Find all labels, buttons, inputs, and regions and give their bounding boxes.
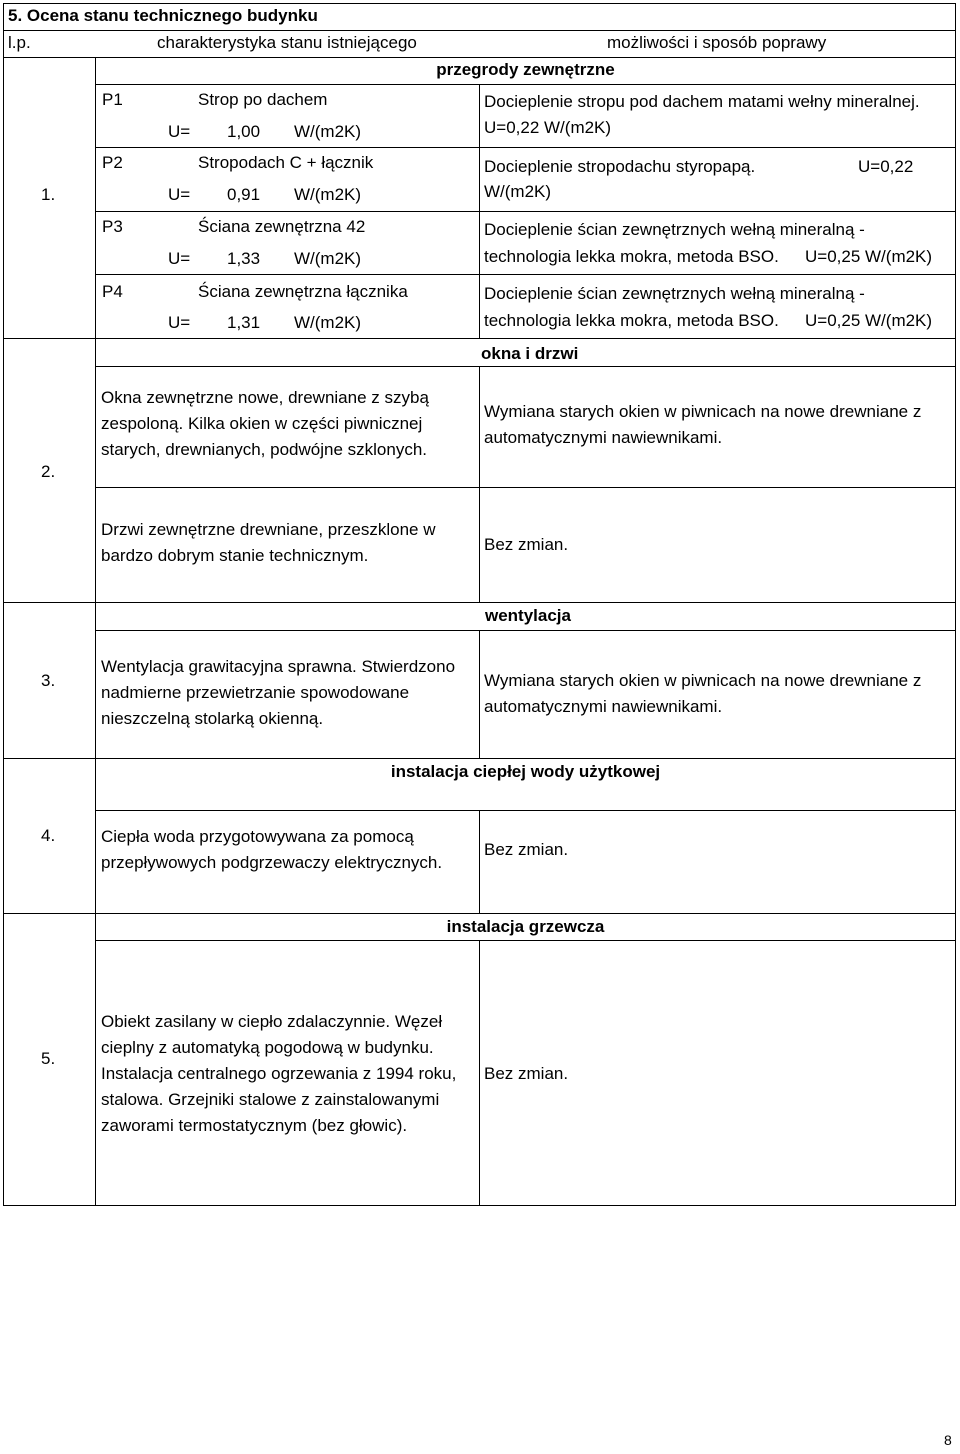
col-sep-2-c xyxy=(479,630,480,758)
windows-description: Okna zewnętrzne nowe, drewniane z szybą zespoloną. Kilka okien w części piwnicznej starych, drewnianych, podwójne szklonych. xyxy=(101,388,429,459)
section-number-2: 2. xyxy=(41,462,56,481)
partition-name: Strop po dachem xyxy=(198,90,328,109)
partition-code: P4 xyxy=(102,282,123,301)
improvement-u-value: U=0,25 W/(m2K) xyxy=(805,311,933,330)
improvement-text: Docieplenie ścian zewnętrznych wełną mineralną - xyxy=(484,284,865,303)
col-sep-2-b xyxy=(479,366,480,602)
hot-water-improvement: Bez zmian. xyxy=(484,840,569,859)
line-p3 xyxy=(95,274,956,275)
improvement-text: Docieplenie ścian zewnętrznych wełną mineralną - xyxy=(484,220,865,239)
line-title xyxy=(3,30,956,31)
partition-code: P2 xyxy=(102,153,123,172)
ventilation-improvement: Wymiana starych okien w piwnicach na nowe drewniane z automatycznymi nawiewnikami. xyxy=(484,671,922,716)
u-value: 1,00 xyxy=(227,122,261,141)
partition-name: Ściana zewnętrzna łącznika xyxy=(198,282,408,301)
line-p2 xyxy=(95,211,956,212)
col-header-lp: l.p. xyxy=(8,33,31,52)
section-number-5: 5. xyxy=(41,1049,56,1068)
partition-name: Stropodach C + łącznik xyxy=(198,153,374,172)
improvement-text: technologia lekka mokra, metoda BSO. xyxy=(484,311,779,330)
u-value: 1,33 xyxy=(227,249,261,268)
page-number: 8 xyxy=(944,1432,952,1448)
col-sep-2-e xyxy=(479,940,480,1205)
line-sec2-heading xyxy=(95,366,956,367)
hot-water-description: Ciepła woda przygotowywana za pomocą przepływowych podgrzewaczy elektrycznych. xyxy=(101,827,443,872)
u-value: 1,31 xyxy=(227,313,261,332)
line-sec3-end xyxy=(3,758,956,759)
section-heading-hot-water: instalacja ciepłej wody użytkowej xyxy=(390,762,661,781)
col-sep-2-d xyxy=(479,810,480,913)
u-label: U= xyxy=(168,185,191,204)
ventilation-description: Wentylacja grawitacyjna sprawna. Stwierdzono nadmierne przewietrzanie spowodowane nieszczelną stolarką okienną. xyxy=(101,657,456,728)
doors-improvement: Bez zmian. xyxy=(484,535,569,554)
improvement-text: Docieplenie stropodachu styropapą. xyxy=(484,157,756,176)
line-sec3-heading xyxy=(95,630,956,631)
improvement-u-value: U=0,22 xyxy=(858,157,914,176)
section-number-1: 1. xyxy=(41,185,56,204)
improvement-text: technologia lekka mokra, metoda BSO. xyxy=(484,247,779,266)
frame-bottom xyxy=(3,1205,956,1206)
frame-right xyxy=(955,3,956,1205)
col-sep-1 xyxy=(95,57,96,1205)
doors-description: Drzwi zewnętrzne drewniane, przeszklone w bardzo dobrym stanie technicznym. xyxy=(101,520,436,565)
line-sec1-heading xyxy=(95,84,956,85)
section-number-3: 3. xyxy=(41,671,56,690)
section-number-4: 4. xyxy=(41,826,56,845)
col-header-characteristics: charakterystyka stanu istniejącego xyxy=(157,33,417,52)
partition-code: P3 xyxy=(102,217,123,236)
improvement-text: U=0,22 W/(m2K) xyxy=(484,118,612,137)
windows-improvement: Wymiana starych okien w piwnicach na nowe drewniane z automatycznymi nawiewnikami. xyxy=(484,402,922,447)
partition-code: P1 xyxy=(102,90,123,109)
partition-name: Ściana zewnętrzna 42 xyxy=(198,217,366,236)
u-unit: W/(m2K) xyxy=(294,249,362,268)
line-windows xyxy=(95,487,956,488)
improvement-text: Docieplenie stropu pod dachem matami wełny mineralnej. xyxy=(484,92,920,111)
line-sec4-end xyxy=(3,913,956,914)
section-heading-ventilation: wentylacja xyxy=(485,606,571,625)
frame-top xyxy=(3,3,956,4)
section-heading-external-partitions: przegrody zewnętrzne xyxy=(436,60,615,79)
u-label: U= xyxy=(168,313,191,332)
u-unit: W/(m2K) xyxy=(294,185,362,204)
line-sec5-heading xyxy=(95,940,956,941)
improvement-u-value: U=0,25 W/(m2K) xyxy=(805,247,933,266)
frame-left xyxy=(3,3,4,1205)
improvement-text: W/(m2K) xyxy=(484,182,552,201)
heating-description: Obiekt zasilany w ciepło zdalaczynnie. Węzeł cieplny z automatyką pogodową w budynku. Instalacja centralnego ogrzewania z 1994 roku, stalowa. Grzejniki stalowe z zainstalowanymi zaworami termostatycznym (bez głowic). xyxy=(101,1012,457,1135)
section-heading-heating: instalacja grzewcza xyxy=(446,917,605,936)
u-value: 0,91 xyxy=(227,185,261,204)
u-label: U= xyxy=(168,122,191,141)
heating-improvement: Bez zmian. xyxy=(484,1064,569,1083)
line-sec2-end xyxy=(3,602,956,603)
u-unit: W/(m2K) xyxy=(294,313,362,332)
u-unit: W/(m2K) xyxy=(294,122,362,141)
line-p4 xyxy=(3,338,956,339)
col-header-improvement: możliwości i sposób poprawy xyxy=(607,33,827,52)
document-title: 5. Ocena stanu technicznego budynku xyxy=(8,6,318,25)
line-colheaders xyxy=(3,57,956,58)
section-heading-windows-doors: okna i drzwi xyxy=(481,344,579,363)
line-p1 xyxy=(95,147,956,148)
u-label: U= xyxy=(168,249,191,268)
line-sec4-heading xyxy=(95,810,956,811)
